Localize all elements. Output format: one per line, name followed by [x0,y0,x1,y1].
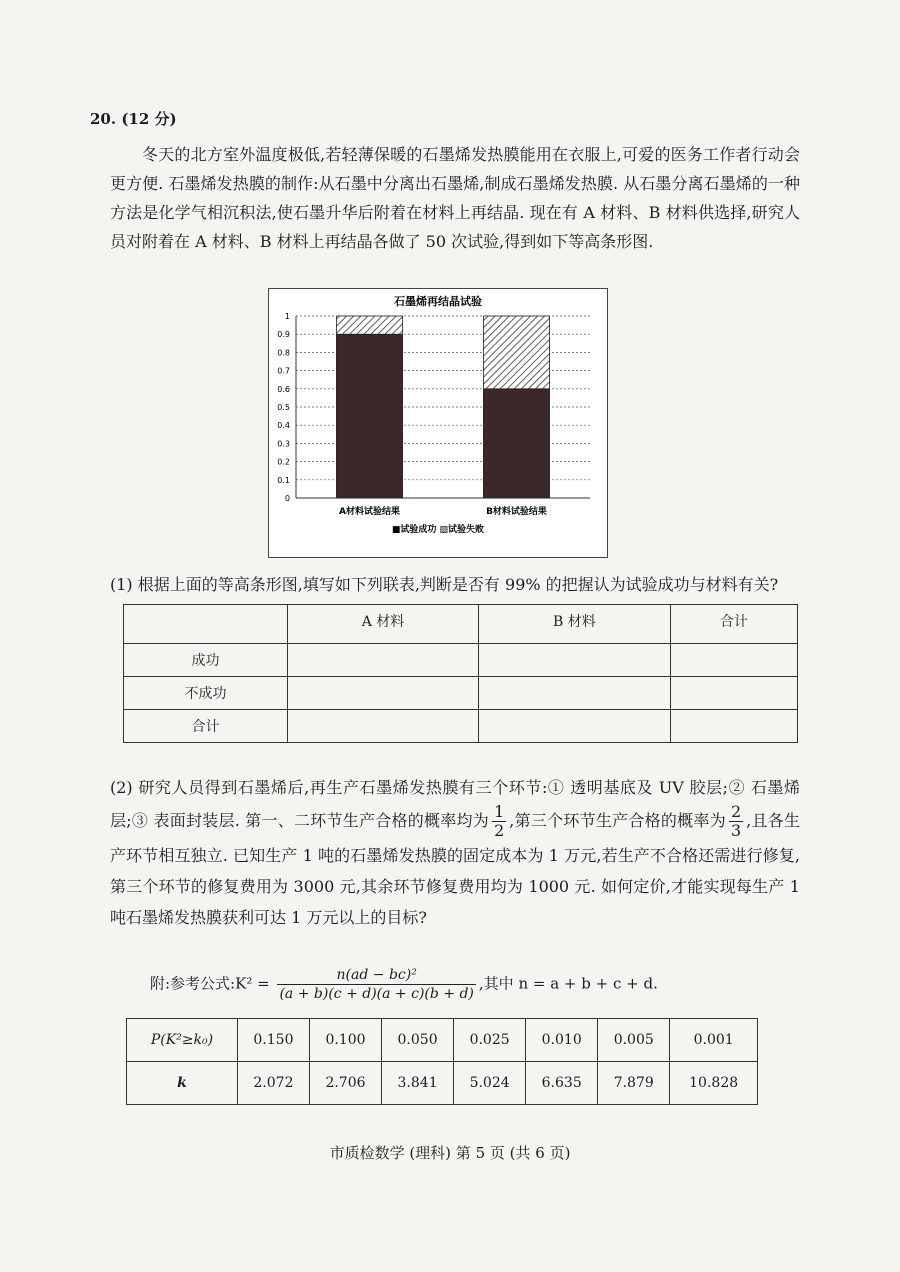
y-tick-label: 0.7 [277,366,290,376]
formula-suffix: ,其中 n = a + b + c + d. [478,974,658,993]
y-tick-label: 0.6 [277,384,290,394]
k-cell: 5.024 [454,1062,526,1105]
bar-failure [483,316,549,389]
bar-success [336,334,402,498]
x-category-label: A材料试验结果 [339,507,400,517]
row-label: 成功 [124,644,288,677]
part2-text-b: ,第三个环节生产合格的概率为 [509,811,726,830]
part2-text-c: ,且各生产环节相互独立. 已知生产 1 吨的石墨烯发热膜的固定成本为 1 万元,若生产不合格还需进行修复,第三个环节的修复费用为 3000 元,其余环节修复费用均为 1000 元. 如何定价,才能实现每生产 1 吨石墨烯发热膜获利可达 1 万元以上的目标? [110,811,800,927]
y-tick-label: 0.5 [277,403,290,412]
stacked-bar-chart [268,288,608,558]
y-tick-label: 0.8 [277,348,290,358]
blank-cell [288,644,479,677]
blank-cell [670,677,797,710]
probability-cell: 0.150 [237,1019,309,1062]
y-tick-label: 0.1 [277,475,290,485]
y-tick-label: 0.2 [277,457,290,467]
x-category-label: B材料试验结果 [486,507,547,517]
part2-text [110,772,800,933]
contingency-header-cell: A 材料 [288,605,479,644]
part1-text: (1) 根据上面的等高条形图,填写如下列联表,判断是否有 99% 的把握认为试验成功与材料有关? [110,575,779,594]
k-cell: 3.841 [382,1062,454,1105]
contingency-row [124,677,798,710]
probability-cell: 0.025 [454,1019,526,1062]
question-number: 20. (12 分) [90,110,177,128]
critical-value-table [126,1018,758,1105]
formula-prefix: 附:参考公式:K² = [150,974,270,993]
blank-cell [479,710,671,743]
chart-legend: ■试验成功 ▨试验失败 [391,525,485,535]
contingency-header-row [124,605,798,644]
probability-cell: 0.050 [382,1019,454,1062]
chart-svg [268,288,608,558]
blank-cell [670,644,797,677]
probability-row [127,1019,758,1062]
bar-failure [336,316,402,334]
contingency-header-cell: 合计 [670,605,797,644]
blank-cell [288,677,479,710]
fraction-denominator: 2 [494,821,505,840]
chart-frame [269,289,608,558]
probability-cell: 0.001 [670,1019,758,1062]
contingency-header-cell: B 材料 [479,605,671,644]
formula-denominator: (a + b)(c + d)(a + c)(b + d) [279,986,474,1002]
fraction-numerator: 2 [730,802,742,821]
bar-success [483,389,549,498]
fraction-one-half [492,803,506,840]
row-label: 合计 [124,710,288,743]
blank-cell [479,677,671,710]
fraction-numerator: 1 [494,802,505,821]
k-value-row [127,1062,758,1105]
y-tick-label: 0.3 [277,439,290,449]
k-label: k [127,1062,238,1105]
k-cell: 2.072 [237,1062,309,1105]
probability-cell: 0.100 [309,1019,381,1062]
part2-text-a: (2) 研究人员得到石墨烯后,再生产石墨烯发热膜有三个环节:① 透明基底及 UV 胶层;② 石墨烯层;③ 表面封装层. 第一、二环节生产合格的概率均为 [110,778,800,830]
row-label: 不成功 [124,677,288,710]
contingency-row [124,644,798,677]
contingency-table [123,604,798,743]
probability-cell: 0.010 [526,1019,598,1062]
chart-title: 石墨烯再结晶试验 [394,295,482,308]
probability-cell: 0.005 [598,1019,670,1062]
y-tick-label: 0.9 [277,330,290,340]
page-footer: 市质检数学 (理科) 第 5 页 (共 6 页) [329,1144,571,1162]
question-intro: 冬天的北方室外温度极低,若轻薄保暖的石墨烯发热膜能用在衣服上,可爱的医务工作者行动会更方便. 石墨烯发热膜的制作:从石墨中分离出石墨烯,制成石墨烯发热膜. 从石墨分离石墨烯的一种方法是化学气相沉积法,使石墨升华后附着在材料上再结晶. 现在有 A 材料、B 材料供选择,研究人员对附着在 A 材料、B 材料上再结晶各做了 50 次试验,得到如下等高条形图. [110,145,800,251]
y-tick-label: 0 [284,494,290,503]
k-cell: 7.879 [598,1062,670,1105]
reference-formula [150,966,658,1003]
contingency-header-cell [124,605,288,644]
probability-label: P(K²≥k₀) [127,1019,238,1062]
blank-cell [288,710,479,743]
y-tick-label: 1 [284,312,290,321]
y-tick-label: 0.4 [277,421,290,431]
formula-fraction [277,966,475,1003]
fraction-denominator: 3 [730,821,742,840]
blank-cell [479,644,671,677]
blank-cell [670,710,797,743]
k-cell: 10.828 [670,1062,758,1105]
contingency-row [124,710,798,743]
k-cell: 6.635 [526,1062,598,1105]
formula-numerator: n(ad − bc)² [277,966,475,985]
fraction-two-thirds [729,803,743,840]
k-cell: 2.706 [309,1062,381,1105]
